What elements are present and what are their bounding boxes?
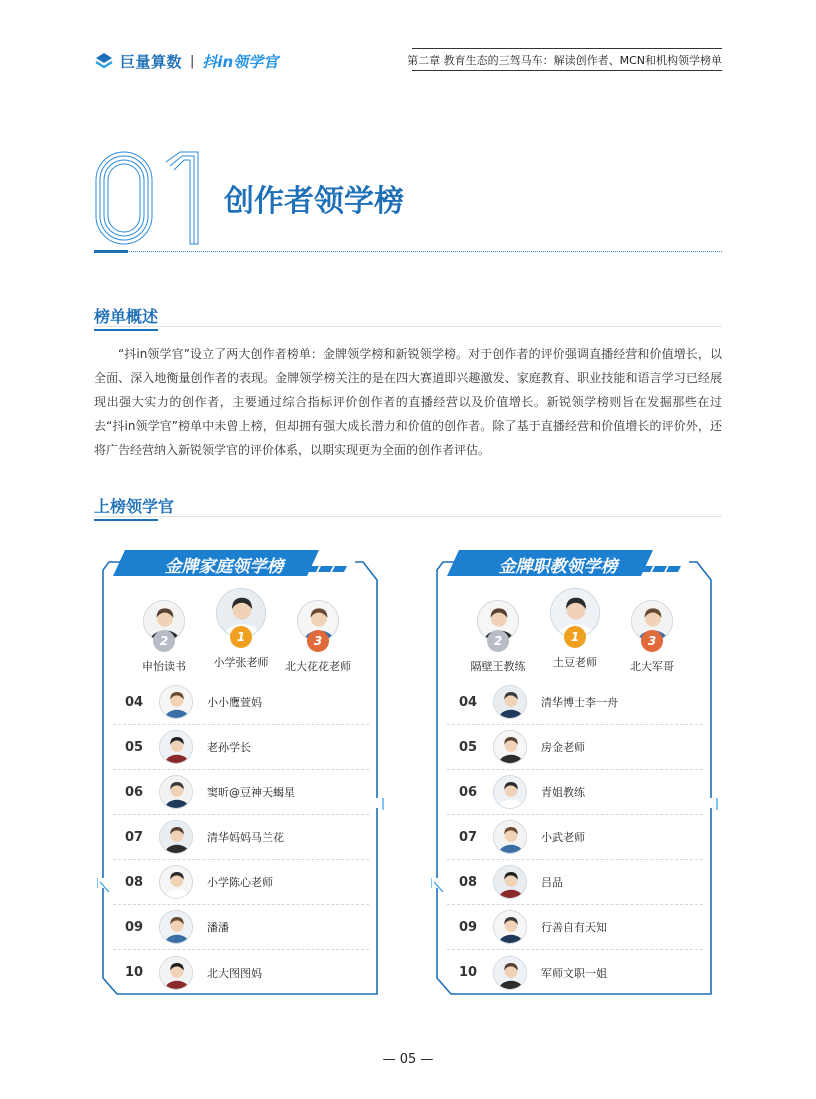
rank-number: 04	[459, 694, 478, 710]
creator-name: 小武老师	[541, 831, 585, 844]
creator-name: 小学陈心老师	[207, 876, 273, 889]
creator-name: 小小鹰萱妈	[207, 696, 262, 709]
rank-number: 09	[459, 919, 478, 935]
rank-medal-icon: 2	[487, 630, 509, 652]
header-rule-top	[412, 48, 722, 49]
rank-number: 08	[125, 874, 144, 890]
avatar-photo	[494, 911, 527, 944]
ranking-list	[447, 680, 703, 995]
panel-title: 金牌职教领学榜	[498, 557, 618, 577]
avatar-photo	[494, 776, 527, 809]
list-item	[113, 860, 369, 905]
creator-name: 房金老师	[541, 741, 585, 754]
creator-name: 窦昕@豆神天蝎星	[207, 786, 295, 799]
ranking-panel-family	[97, 548, 385, 1000]
creator-name: 吕品	[541, 876, 563, 889]
list-item	[447, 905, 703, 950]
overview-heading-rule	[94, 326, 722, 327]
list-item	[113, 770, 369, 815]
avatar	[159, 956, 193, 990]
creator-name: 青姐教练	[541, 786, 585, 799]
avatar	[493, 730, 527, 764]
list-item	[447, 725, 703, 770]
chapter-number-outline	[94, 148, 202, 248]
avatar-photo	[494, 731, 527, 764]
chapter-divider-accent	[94, 250, 128, 253]
avatar	[159, 865, 193, 899]
brand-separator: |	[190, 53, 195, 69]
avatar	[159, 820, 193, 854]
chapter-divider	[94, 251, 722, 252]
list-item	[447, 680, 703, 725]
avatar-photo	[494, 957, 527, 990]
podium-entry	[273, 600, 363, 674]
brand-logo	[94, 50, 278, 72]
page-number: — 05 —	[382, 1052, 434, 1067]
rank-medal-icon: 1	[230, 626, 252, 648]
creator-name: 北大图图妈	[207, 966, 262, 980]
header-chapter-title: 第二章 教育生态的三驾马车：解读创作者、MCN和机构领学榜单	[407, 54, 722, 67]
avatar	[493, 910, 527, 944]
list-item	[113, 905, 369, 950]
rank-number: 10	[125, 965, 144, 980]
list-item	[113, 815, 369, 860]
ranking-panel-vocational	[431, 548, 719, 1000]
header-rule-bottom	[412, 70, 722, 71]
avatar-photo	[160, 866, 193, 899]
list-item	[113, 680, 369, 725]
avatar-photo	[160, 776, 193, 809]
rank-number: 06	[125, 784, 144, 800]
avatar-photo	[160, 957, 193, 990]
podium	[97, 588, 385, 674]
creator-name: 老孙学长	[207, 741, 251, 754]
avatar	[493, 865, 527, 899]
page-header	[94, 46, 722, 74]
ranking-heading-rule	[94, 516, 722, 517]
chapter-number: 01	[94, 148, 96, 149]
podium-name: 申怡读书	[142, 660, 186, 673]
avatar	[159, 775, 193, 809]
avatar-photo	[160, 911, 193, 944]
brand-a: 巨量算数	[120, 52, 183, 71]
list-item	[113, 950, 369, 995]
rank-number: 05	[459, 739, 478, 755]
avatar	[493, 775, 527, 809]
list-item	[447, 815, 703, 860]
rank-number: 04	[125, 694, 144, 710]
rank-medal-icon: 2	[153, 630, 175, 652]
podium-name: 隔壁王教练	[470, 660, 526, 673]
avatar-photo	[494, 686, 527, 719]
list-item	[447, 770, 703, 815]
creator-name: 军师文职一姐	[541, 966, 607, 980]
rank-number: 07	[125, 829, 144, 845]
creator-name: 清华博士李一舟	[541, 696, 618, 709]
brand-b: 抖in领学官	[202, 52, 279, 71]
rank-number: 09	[125, 919, 144, 935]
list-item	[447, 950, 703, 995]
chapter-title: 创作者领学榜	[224, 184, 404, 219]
avatar-photo	[494, 821, 527, 854]
list-item	[447, 860, 703, 905]
rank-number: 05	[125, 739, 144, 755]
rank-number: 06	[459, 784, 478, 800]
podium-name: 北大花花老师	[285, 660, 351, 673]
rank-medal-icon: 3	[307, 630, 329, 652]
rank-number: 10	[459, 965, 478, 980]
rank-medal-icon: 3	[641, 630, 663, 652]
avatar	[493, 820, 527, 854]
overview-paragraph: “抖in领学官”设立了两大创作者榜单：金牌领学榜和新锐领学榜。对于创作者的评价强调直播经营和价值增长，以全面、深入地衡量创作者的表现。金牌领学榜关注的是在四大赛道即兴趣激发、家庭教育、职业技能和语言学习已经展现出强大实力的创作者，主要通过综合指标评价创作者的直播经营以及价值增长。新锐领学榜则旨在发掘那些在过去“抖in领学官”榜单中未曾上榜，但却拥有强大成长潜力和价值的创作者。除了基于直播经营和价值增长的评价外，还将广告经营纳入新锐领学官的评价体系，以期实现更为全面的创作者评估。	[94, 347, 722, 457]
avatar	[493, 956, 527, 990]
panel-title: 金牌家庭领学榜	[164, 557, 284, 577]
podium-entry	[607, 600, 697, 674]
podium	[431, 588, 719, 674]
ranking-list	[113, 680, 369, 995]
overview-heading: 榜单概述	[94, 304, 158, 327]
list-item	[113, 725, 369, 770]
avatar-photo	[494, 866, 527, 899]
rank-number: 07	[459, 829, 478, 845]
avatar	[159, 910, 193, 944]
podium-name: 小学张老师	[213, 656, 269, 669]
ocean-engine-logo-icon	[94, 51, 114, 71]
creator-name: 行善自有天知	[541, 921, 607, 934]
podium-name: 北大军哥	[630, 660, 674, 673]
creator-name: 清华妈妈马兰花	[207, 831, 284, 844]
ranking-heading: 上榜领学官	[94, 494, 174, 517]
avatar-photo	[160, 821, 193, 854]
avatar	[493, 685, 527, 719]
rank-medal-icon: 1	[564, 626, 586, 648]
rank-number: 08	[459, 874, 478, 890]
avatar-photo	[160, 686, 193, 719]
avatar-photo	[160, 731, 193, 764]
podium-name: 土豆老师	[553, 656, 597, 669]
avatar	[159, 730, 193, 764]
avatar	[159, 685, 193, 719]
creator-name: 潘潘	[207, 921, 229, 934]
